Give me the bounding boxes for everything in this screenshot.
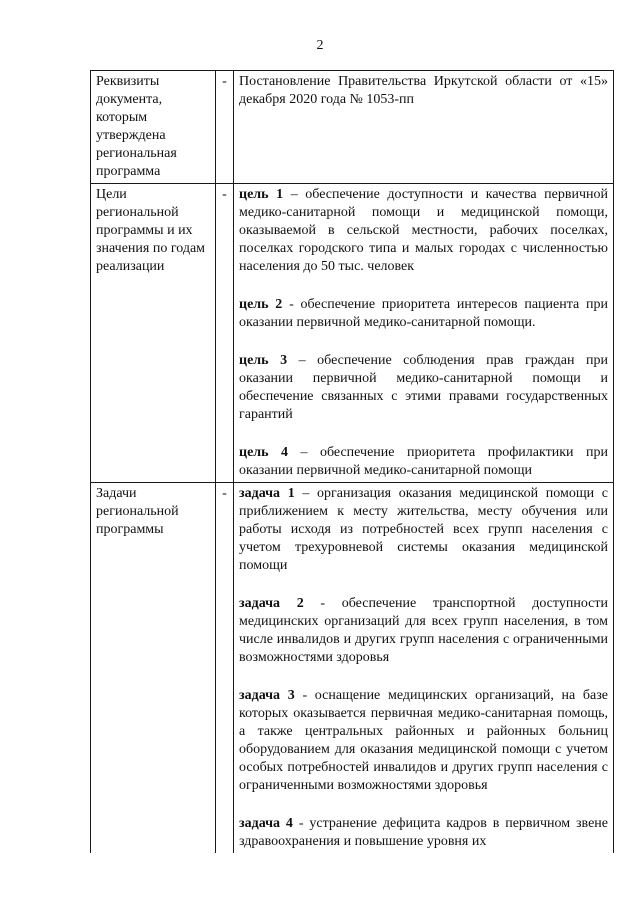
row-label: Цели региональной программы и их значения по годам реализации (91, 184, 216, 483)
row-value (234, 71, 614, 184)
row-label: Задачи региональной программы (91, 483, 216, 854)
paragraph (239, 815, 608, 851)
paragraph (239, 595, 608, 667)
task-keyword: задача 4 (239, 816, 293, 831)
task-keyword: задача 1 (239, 486, 295, 501)
row-value (234, 483, 614, 854)
paragraph (239, 296, 608, 332)
paragraph-text: - устранение дефицита кадров в первичном звене здравоохранения и повышение уровня их (239, 816, 609, 849)
goal-keyword: цель 4 (239, 445, 289, 460)
paragraph (239, 352, 608, 424)
goal-keyword: цель 1 (239, 187, 284, 202)
paragraph-text: – обеспечение приоритета профилактики при оказании первичной медико-санитарной помощи (239, 445, 608, 478)
task-keyword: задача 2 (239, 596, 304, 611)
paragraph-text: Постановление Правительства Иркутской области от «15» декабря 2020 года № 1053-пп (239, 74, 608, 107)
paragraph-text: - обеспечение транспортной доступности медицинских организаций для всех групп населения, в том числе инвалидов и других групп населения с ограниченными возможностями здоровья (239, 596, 608, 665)
row-dash: - (216, 184, 234, 483)
table-row (91, 184, 614, 483)
paragraph (239, 444, 608, 480)
paragraph-text: – обеспечение соблюдения прав граждан при оказании первичной медико-санитарной помощи и обеспечение связанных с этими правами государственных гарантий (239, 353, 608, 422)
program-passport-table (90, 70, 614, 853)
paragraph (239, 485, 608, 575)
paragraph (239, 73, 608, 109)
row-dash: - (216, 71, 234, 184)
paragraph-text: – организация оказания медицинской помощи с приближением к месту жительства, месту обучения или работы исходя из потребностей всех групп населения с учетом трехуровневой системы оказания медицинской помощи (239, 486, 609, 573)
row-label: Реквизиты документа, которым утверждена региональная программа (91, 71, 216, 184)
table-row (91, 71, 614, 184)
goal-keyword: цель 3 (239, 353, 288, 368)
paragraph-text: – обеспечение доступности и качества первичной медико-санитарной помощи и медицинской помощи, оказываемой в сельской местности, рабочих поселках, поселках городского типа и малых городах с численностью населения до 50 тыс. человек (239, 187, 608, 274)
row-value (234, 184, 614, 483)
table-row (91, 483, 614, 854)
row-dash: - (216, 483, 234, 854)
paragraph (239, 186, 608, 276)
paragraph-text: - оснащение медицинских организаций, на базе которых оказывается первичная медико-санитарная помощь, а также центральных районных и районных больниц оборудованием для оказания медицинской помощи с учетом особых потребностей инвалидов и других групп населения с ограниченными возможностями здоровья (239, 688, 609, 793)
goal-keyword: цель 2 (239, 297, 283, 312)
task-keyword: задача 3 (239, 688, 295, 703)
paragraph-text: - обеспечение приоритета интересов пациента при оказании первичной медико-санитарной помощи. (239, 297, 608, 330)
paragraph (239, 687, 608, 795)
page-number: 2 (316, 38, 324, 53)
